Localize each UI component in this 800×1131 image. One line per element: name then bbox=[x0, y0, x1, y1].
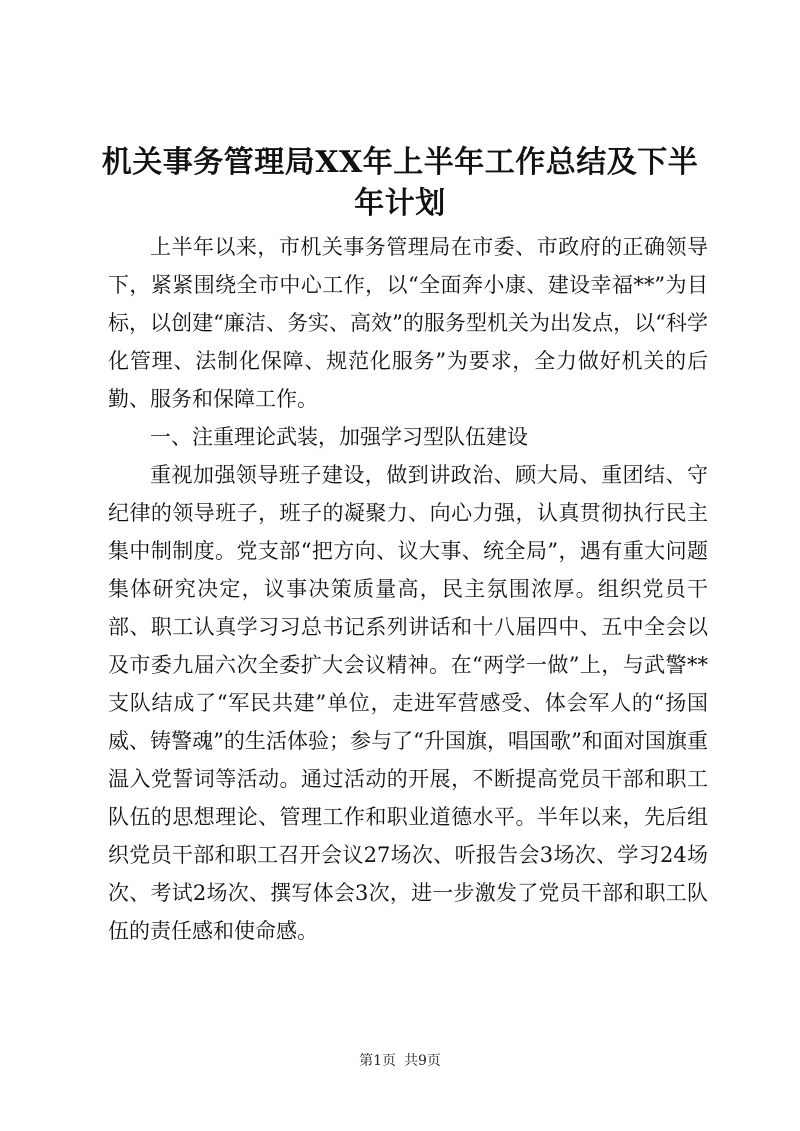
page-total: 共9页 bbox=[404, 1053, 441, 1069]
intro-paragraph: 上半年以来，市机关事务管理局在市委、市政府的正确领导下，紧紧围绕全市中心工作，以“全面奔小康、建设幸福**”为目标，以创建“廉洁、务实、高效”的服务型机关为出发点，以“科学化管理、法制化保障、规范化服务”为要求，全力做好机关的后勤、服务和保障工作。 bbox=[108, 235, 708, 411]
section-heading: 一、注重理论武装，加强学习型队伍建设 bbox=[150, 425, 528, 449]
page-number: 第1页 bbox=[359, 1053, 396, 1069]
section-paragraph: 重视加强领导班子建设，做到讲政治、顾大局、重团结、守纪律的领导班子，班子的凝聚力、向心力强，认真贯彻执行民主集中制制度。党支部“把方向、议大事、统全局”，遇有重大问题集体研究决定，议事决策质量高，民主氛围浓厚。组织党员干部、职工认真学习习总书记系列讲话和十八届四中、五中全会以及市委九届六次全委扩大会议精神。在“两学一做”上，与武警**支队结成了“军民共建”单位，走进军营感受、体会军人的“扬国威、铸警魂”的生活体验；参与了“升国旗，唱国歌”和面对国旗重温入党誓词等活动。通过活动的开展，不断提高党员干部和职工队伍的思想理论、管理工作和职业道德水平。半年以来，先后组织党员干部和职工召开会议27场次、听报告会3场次、学习24场次、考试2场次、撰写体会3次，进一步激发了党员干部和职工队伍的责任感和使命感。 bbox=[108, 463, 708, 943]
document-body bbox=[108, 228, 708, 950]
page-footer bbox=[0, 1050, 800, 1070]
document-title: 机关事务管理局XX年上半年工作总结及下半年计划 bbox=[101, 145, 699, 221]
